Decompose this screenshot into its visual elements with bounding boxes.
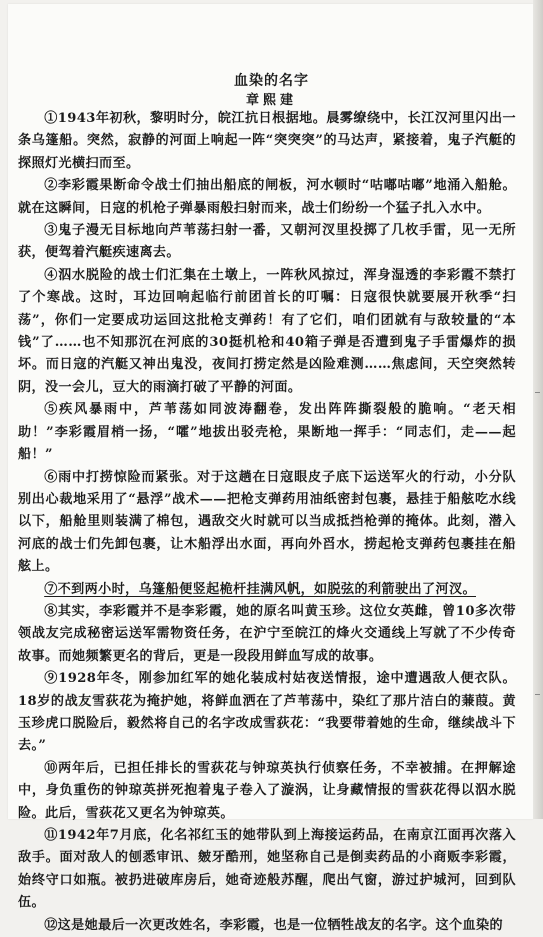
paragraph: ⑪1942年7月底，化名祁红玉的她带队到上海接运药品，在南京江面再次落入敌手。面对敌人的刨悉审讯、皴牙酷刑，她坚称自己是倒卖药品的小商贩李彩霞，始终守口如瓶。被扔进破库房后，她奇迹般苏醒，爬出气窗，游过护城河，回到队伍。: [18, 828, 516, 911]
paragraph: ⑫这是她最后一次更改姓名，李彩霞，也是一位牺牲战友的名字。这个血染的: [44, 917, 503, 933]
paragraph: ②李彩霞果断命令战士们抽出船底的闸板，河水顿时“咕嘟咕嘟”地涌入船舱。就在这瞬间，日寇的机枪子弹暴雨般扫射而来，战士们纷纷一个猛子扎入水中。: [18, 178, 516, 216]
paragraph: ④泅水脱险的战士们汇集在土墩上，一阵秋风掠过，浑身湿透的李彩霞不禁打了个寒战。这时，耳边回响起临行前团首长的叮嘱：日寇很快就要展开秋季“扫荡”，你们一定要成功运回这批枪支弹药！有了它们，咱们团就有与敌较量的“本钱”了……也不知那沉在河底的30挺机枪和40箱子弹是否遭到鬼子手雷爆炸的损坏。而日寇的汽艇又神出鬼没，夜间打捞定然是凶险难测……焦虑间，天空突然转阴，没一会儿，豆大的雨滴打破了平静的河面。: [18, 267, 516, 395]
document-body: [18, 108, 516, 937]
paragraph: ⑨1928年冬，刚参加红军的她化装成村姑夜送情报，途中遭遇敌人便衣队。18岁的战友雪荻花为掩护她，将鲜血洒在了芦苇荡中，染红了那片洁白的蒹葭。黄玉珍虎口脱险后，毅然将自己的名字改成雪荻花：“我要带着她的生命，继续战斗下去。”: [18, 671, 516, 754]
paragraph: ③鬼子漫无目标地向芦苇荡扫射一番，又朝河汊里投掷了几枚手雷，见一无所获，便驾着汽艇疾速离去。: [18, 223, 516, 261]
document-title: 血染的名字: [234, 73, 309, 89]
paragraph: ⑩两年后，已担任排长的雪荻花与钟琼英执行侦察任务，不幸被捕。在押解途中，身负重伤的钟琼英拼死抱着鬼子卷入了漩涡，让身藏情报的雪荻花得以泅水脱险。此后，雪荻花又更名为钟琼英。: [18, 760, 516, 821]
page-edge-shadow: [533, 0, 543, 819]
margin-tick: [535, 694, 540, 695]
paragraph: ①1943年初秋，黎明时分，皖江抗日根据地。晨雾缭绕中，长江汉河里闪出一条乌篷船。突然，寂静的河面上响起一阵“突突突”的马达声，紧接着，鬼子汽艇的探照灯光横扫而至。: [18, 111, 516, 171]
paragraph: ⑧其实，李彩霞并不是李彩霞，她的原名叫黄玉珍。这位女英雌，曾10多次带领战友完成秘密运送军需物资任务，在沪宁至皖江的烽火交通线上写就了不少传奇故事。而她频繁更名的背后，更是一段段用鲜血写成的故事。: [18, 603, 516, 664]
paragraph: ⑤疾风暴雨中，芦苇荡如同波涛翻卷，发出阵阵撕裂般的脆响。“老天相助！”李彩霞眉梢一扬，“嚯”地拔出驳壳枪，果断地一挥手：“同志们，走——起船！”: [18, 402, 516, 463]
margin-tick: [535, 392, 540, 393]
underlined-paragraph: ⑦不到两小时，乌篷船便竖起桅杆挂满风帆，如脱弦的利箭驶出了河汊。: [44, 581, 476, 597]
paragraph: ⑥雨中打捞惊险而紧张。对于这趟在日寇眼皮子底下运送军火的行动，小分队别出心裁地采用了“悬浮”战术——把枪支弹药用油纸密封包裹，悬挂于船舷吃水线以下，船舱里则装满了棉包，遇敌交火时就可以当成抵挡枪弹的掩体。此刻，潜入河底的战士们先卸包裹，让木船浮出水面，再向外舀水，捞起枪支弹药包裹挂在船舷上。: [18, 469, 516, 575]
document-author: 章熙建: [245, 93, 297, 108]
